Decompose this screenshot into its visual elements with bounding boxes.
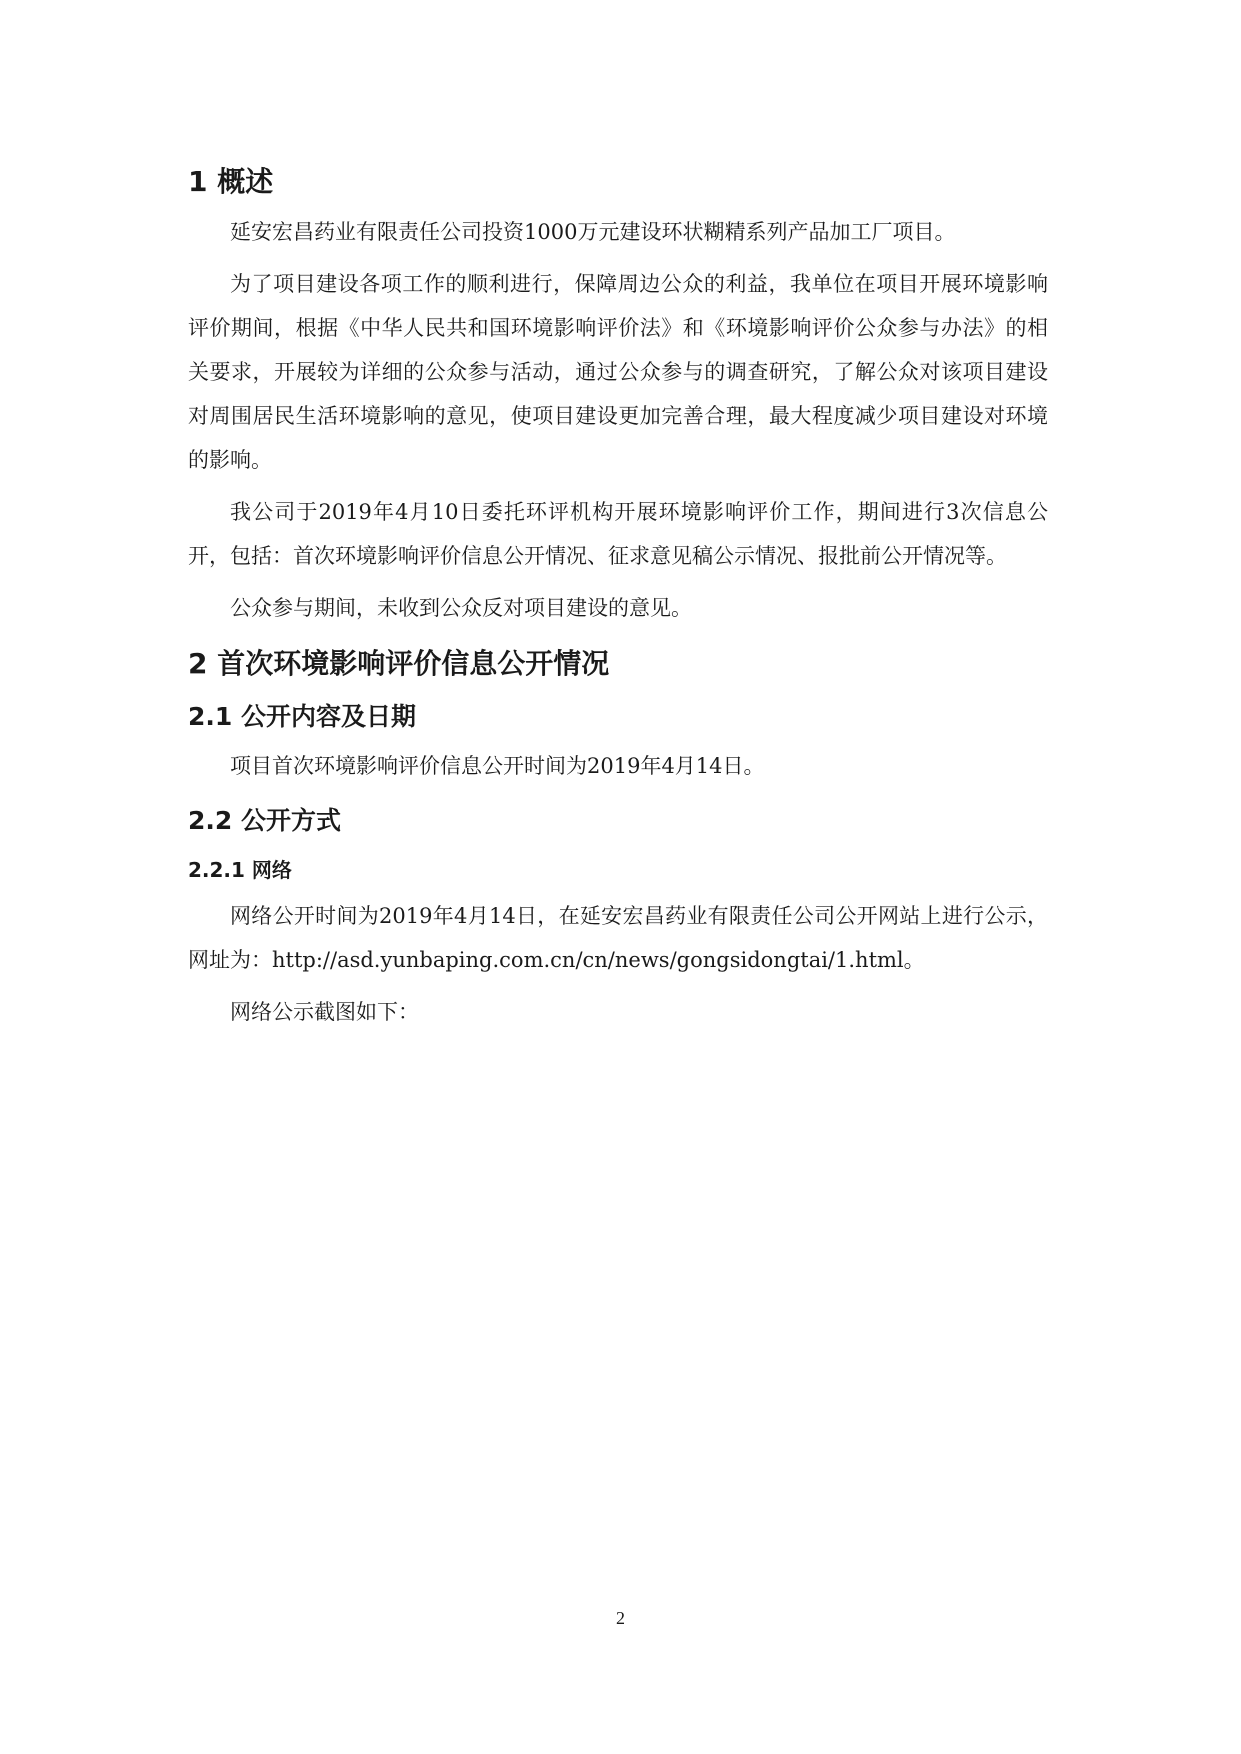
section-1-paragraph-3: 我公司于2019年4月10日委托环评机构开展环境影响评价工作，期间进行3次信息公开，包括：首次环境影响评价信息公开情况、征求意见稿公示情况、报批前公开情况等。	[188, 500, 1048, 568]
page-number: 2	[616, 1608, 625, 1628]
section-1-paragraph-2: 为了项目建设各项工作的顺利进行，保障周边公众的利益，我单位在项目开展环境影响评价期间，根据《中华人民共和国环境影响评价法》和《环境影响评价公众参与办法》的相关要求，开展较为详细的公众参与活动，通过公众参与的调查研究，了解公众对该项目建设对周围居民生活环境影响的意见，使项目建设更加完善合理，最大程度减少项目建设对环境的影响。	[188, 272, 1048, 472]
section-2-heading: 2 首次环境影响评价信息公开情况	[188, 647, 610, 680]
section-2-2-heading: 2.2 公开方式	[188, 806, 341, 835]
section-1-heading: 1 概述	[188, 165, 274, 198]
section-2-2-1-heading: 2.2.1 网络	[188, 858, 292, 882]
section-2-1-paragraph: 项目首次环境影响评价信息公开时间为2019年4月14日。	[230, 754, 765, 778]
page-content	[188, 162, 1048, 1034]
section-1-paragraph-4: 公众参与期间，未收到公众反对项目建设的意见。	[230, 596, 692, 620]
section-2-1-heading: 2.1 公开内容及日期	[188, 702, 416, 731]
section-1-paragraph-1: 延安宏昌药业有限责任公司投资1000万元建设环状糊精系列产品加工厂项目。	[230, 220, 956, 244]
section-2-2-1-paragraph-2: 网络公示截图如下：	[230, 1000, 419, 1024]
section-2-2-1-paragraph-1: 网络公开时间为2019年4月14日，在延安宏昌药业有限责任公司公开网站上进行公示，网址为：http://asd.yunbaping.com.cn/cn/news/gongsidongtai/1.html。	[188, 904, 1048, 972]
